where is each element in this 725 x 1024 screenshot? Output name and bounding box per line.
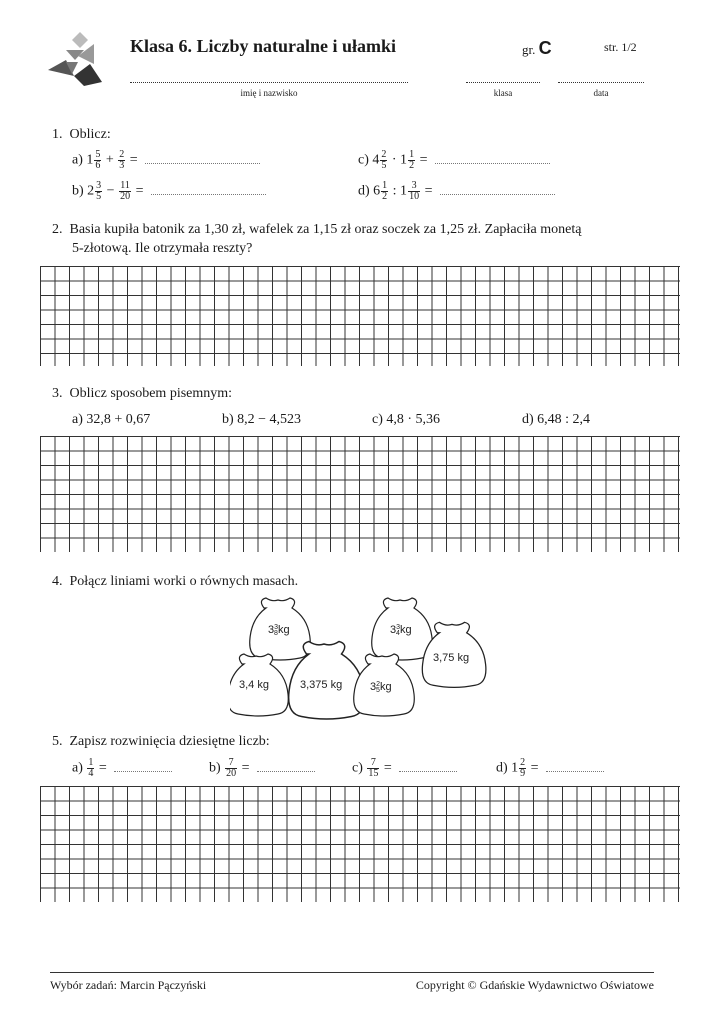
q3-d: d) 6,48 : 2,4 — [522, 412, 591, 427]
q2-answer-grid[interactable] — [40, 266, 680, 366]
q5-c: c) $\frac{7}{15}$ = — [352, 758, 457, 779]
q2-line1: 2. Basia kupiła batonik za 1,30 zł, wafelek za 1,15 zł oraz soczek za 1,25 zł. Zapłaciła monetą — [52, 222, 582, 237]
bag-3-label: 3,75 kg — [433, 652, 470, 664]
q1-d: d) 6 $\frac{1}{2}$ : 1 $\frac{3}{10}$ = — [358, 181, 555, 202]
q3-heading: 3. Oblicz sposobem pisemnym: — [52, 386, 233, 401]
q1-b: b) 2 $\frac{3}{5}$ − $\frac{11}{20}$ = — [72, 181, 266, 202]
q1-c-answer[interactable] — [435, 155, 550, 164]
class-label: klasa — [493, 88, 513, 98]
q4-heading: 4. Połącz liniami worki o równych masach. — [52, 574, 299, 589]
q5-answer-grid[interactable] — [40, 786, 680, 902]
q5-heading: 5. Zapisz rozwinięcia dziesiętne liczb: — [52, 734, 270, 749]
name-label: imię i nazwisko — [240, 88, 298, 98]
q5-d: d) 1 $\frac{2}{9}$ = — [496, 758, 604, 779]
footer-author: Wybór zadań: Marcin Pączyński — [50, 978, 207, 992]
q1-heading: 1. Oblicz: — [52, 127, 111, 142]
q3-b: b) 8,2 − 4,523 — [222, 412, 302, 427]
q3-a: a) 32,8 + 0,67 — [72, 412, 151, 427]
bag-4-label: 3,4 kg — [239, 679, 269, 691]
q5-d-answer[interactable] — [546, 763, 604, 772]
page-number: str. 1/2 — [604, 40, 637, 54]
bags-illustration — [230, 596, 490, 720]
q5-b: b) $\frac{7}{20}$ = — [209, 758, 315, 779]
q5-a: a) $\frac{1}{4}$ = — [72, 758, 172, 779]
name-field[interactable] — [130, 82, 408, 83]
date-label: data — [593, 88, 609, 98]
q3-c: c) 4,8 · 5,36 — [372, 412, 441, 427]
footer-copyright: Copyright © Gdańskie Wydawnictwo Oświatowe — [415, 978, 654, 992]
bag-2-label: $3^3$ 4kg — [390, 624, 412, 637]
q5-b-answer[interactable] — [257, 763, 315, 772]
tangram-logo — [44, 30, 106, 86]
q2-line2: 5-złotową. Ile otrzymała reszty? — [72, 241, 253, 256]
group-letter: C — [538, 38, 552, 58]
q1-c: c) 4 $\frac{2}{5}$ · 1 $\frac{1}{2}$ = — [358, 150, 550, 171]
q3-answer-grid[interactable] — [40, 436, 680, 552]
group-label: gr. C — [522, 38, 552, 58]
q1-a: a) 1 $\frac{5}{6}$ + $\frac{2}{3}$ = — [72, 150, 260, 171]
q5-c-answer[interactable] — [399, 763, 457, 772]
class-field[interactable] — [466, 82, 540, 83]
q5-a-answer[interactable] — [114, 763, 172, 772]
bag-1-label: $3^3$ 8kg — [268, 624, 290, 637]
q1-a-answer[interactable] — [145, 155, 260, 164]
q1-b-answer[interactable] — [151, 186, 266, 195]
footer-rule — [50, 972, 654, 973]
worksheet-title: Klasa 6. Liczby naturalne i ułamki — [130, 36, 397, 56]
q1-d-answer[interactable] — [440, 186, 555, 195]
bag-5-label: 3,375 kg — [300, 679, 343, 691]
date-field[interactable] — [558, 82, 644, 83]
bag-6-label: $3^2$ 5kg — [370, 681, 392, 694]
